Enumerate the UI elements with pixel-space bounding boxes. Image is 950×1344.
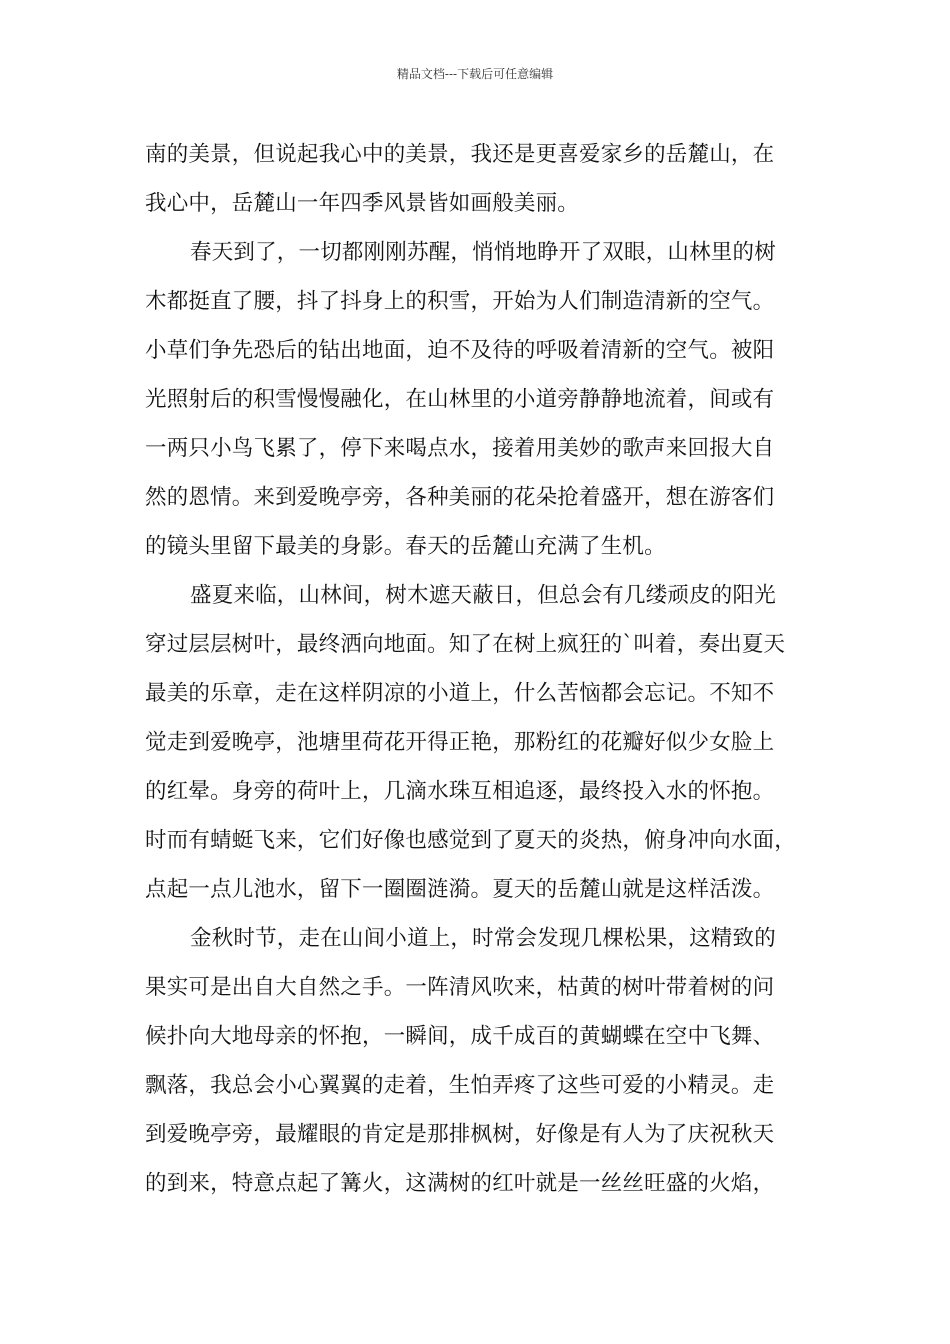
page-header: 精品文档---下载后可任意编辑 (396, 67, 554, 81)
text-line: 到爱晚亭旁，最耀眼的肯定是那排枫树，好像是有人为了庆祝秋天 (145, 1122, 775, 1147)
text-line: 木都挺直了腰，抖了抖身上的积雪，开始为人们制造清新的空气。 (145, 289, 775, 314)
text-line: 觉走到爱晚亭，池塘里荷花开得正艳，那粉红的花瓣好似少女脸上 (145, 730, 775, 755)
document-body (145, 130, 825, 1208)
text-line: 点起一点儿池水，留下一圈圈涟漪。夏天的岳麓山就是这样活泼。 (145, 877, 775, 902)
paragraph (145, 130, 825, 228)
paragraph (145, 228, 825, 571)
text-line: 一两只小鸟飞累了，停下来喝点水，接着用美妙的歌声来回报大自 (145, 436, 775, 461)
text-line: 穿过层层树叶，最终洒向地面。知了在树上疯狂的`叫着，奏出夏天 (145, 632, 786, 657)
text-line: 春天到了，一切都刚刚苏醒，悄悄地睁开了双眼，山林里的树 (190, 240, 776, 265)
paragraph (145, 571, 825, 914)
paragraph (145, 914, 825, 1208)
text-line: 的镜头里留下最美的身影。春天的岳麓山充满了生机。 (145, 534, 666, 559)
text-line: 最美的乐章，走在这样阴凉的小道上，什么苦恼都会忘记。不知不 (145, 681, 775, 706)
text-line: 的红晕。身旁的荷叶上，几滴水珠互相追逐，最终投入水的怀抱。 (145, 779, 775, 804)
text-line: 候扑向大地母亲的怀抱，一瞬间，成千成百的黄蝴蝶在空中飞舞、 (145, 1024, 775, 1049)
text-line: 金秋时节，走在山间小道上，时常会发现几棵松果，这精致的 (190, 926, 776, 951)
text-line: 飘落，我总会小心翼翼的走着，生怕弄疼了这些可爱的小精灵。走 (145, 1073, 775, 1098)
text-line: 的到来，特意点起了篝火，这满树的红叶就是一丝丝旺盛的火焰， (145, 1171, 775, 1196)
text-line: 南的美景，但说起我心中的美景，我还是更喜爱家乡的岳麓山，在 (145, 142, 775, 167)
text-line: 光照射后的积雪慢慢融化，在山林里的小道旁静静地流着，间或有 (145, 387, 775, 412)
text-line: 盛夏来临，山林间，树木遮天蔽日，但总会有几缕顽皮的阳光 (190, 583, 776, 608)
text-line: 然的恩情。来到爱晚亭旁，各种美丽的花朵抢着盛开，想在游客们 (145, 485, 775, 510)
text-line: 我心中，岳麓山一年四季风景皆如画般美丽。 (145, 191, 580, 216)
text-line: 小草们争先恐后的钻出地面，迫不及待的呼吸着清新的空气。被阳 (145, 338, 775, 363)
text-line: 时而有蜻蜓飞来，它们好像也感觉到了夏天的炎热，俯身冲向水面， (145, 828, 797, 853)
text-line: 果实可是出自大自然之手。一阵清风吹来，枯黄的树叶带着树的问 (145, 975, 775, 1000)
